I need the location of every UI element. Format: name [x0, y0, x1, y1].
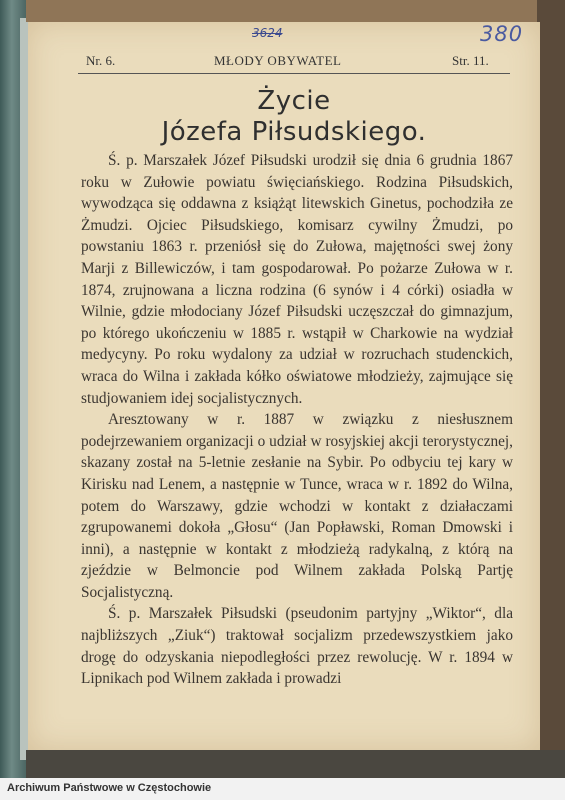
- issue-number: Nr. 6.: [86, 53, 116, 68]
- paragraph: Ś. p. Marszałek Józef Piłsudski urodził się dnia 6 grudnia 1867 roku w Zułowie powiatu święciańskiego. Rodzina Piłsudskich, wywodząca się oddawna z książąt litewskich Ginetus, pochodziła ze Żmudzi. Ojciec Piłsudskiego, komisarz cywilny Żmudzi, po powstaniu 1863 r. przeniósł się do Zułowa, majętności swej żony Marji z Billewiczów, i tam gospodarował. Po pożarze Zułowa w r. 1874, zrujnowana a liczna rodzina (6 synów i 4 córki) osiadła w Wilnie, gdzie młodociany Józef Piłsudski uczęszczał do gimnazjum, po którego ukończeniu w 1885 r. wstąpił w Charkowie na wydział medycyny. Po roku wydalony za udział w rozruchach studenckich, wraca do Wilna i zakłada kółko oświatowe młodzieży, zajmujące się studjowaniem idej socjalistycznych.: [81, 152, 513, 407]
- archive-footer-text: Archiwum Państwowe w Częstochowie: [7, 782, 212, 794]
- scan-border-bottom: [26, 750, 565, 778]
- article-title-line-2: Józefa Piłsudskiego.: [161, 117, 427, 147]
- binding-edge: [20, 18, 28, 760]
- scan-border-top: [26, 0, 565, 22]
- scan-border-right: [537, 0, 565, 778]
- handwritten-archive-number: 3624: [252, 26, 283, 40]
- header-rule: [78, 73, 510, 74]
- handwritten-page-number: 380: [480, 22, 524, 46]
- article-title-line-1: Życie: [257, 86, 331, 116]
- archive-footer-bar: [0, 778, 565, 800]
- running-header: [78, 53, 510, 73]
- article-title: [78, 86, 510, 148]
- journal-title: MŁODY OBYWATEL: [214, 53, 342, 68]
- page-label: Str. 11.: [452, 53, 489, 68]
- paragraph: Aresztowany w r. 1887 w związku z niesłusznem podejrzewaniem organizacji o udział w rosyjskiej akcji terorystycznej, skazany został na 5-letnie zesłanie na Sybir. Po odbyciu tej kary w Kirisku nad Lenem, a następnie w Tunce, wraca w r. 1892 do Wilna, potem do Warszawy, gdzie wchodzi w kontakt z działaczami zgrupowanemi dokoła „Głosu“ (Jan Popławski, Roman Dmowski i inni), a następnie w kontakt z młodzieżą radykalną, z którą na zjeździe w Belmoncie pod Wilnem zakłada Polską Partję Socjalistyczną.: [81, 411, 513, 601]
- article-body: [81, 150, 513, 690]
- paragraph: Ś. p. Marszałek Piłsudski (pseudonim partyjny „Wiktor“, dla najbliższych „Ziuk“) traktował socjalizm przedewszystkiem jako drogę do odzyskania niepodległości przez rewolucję. W r. 1894 w Lipnikach pod Wilnem zakłada i prowadzi: [81, 605, 513, 688]
